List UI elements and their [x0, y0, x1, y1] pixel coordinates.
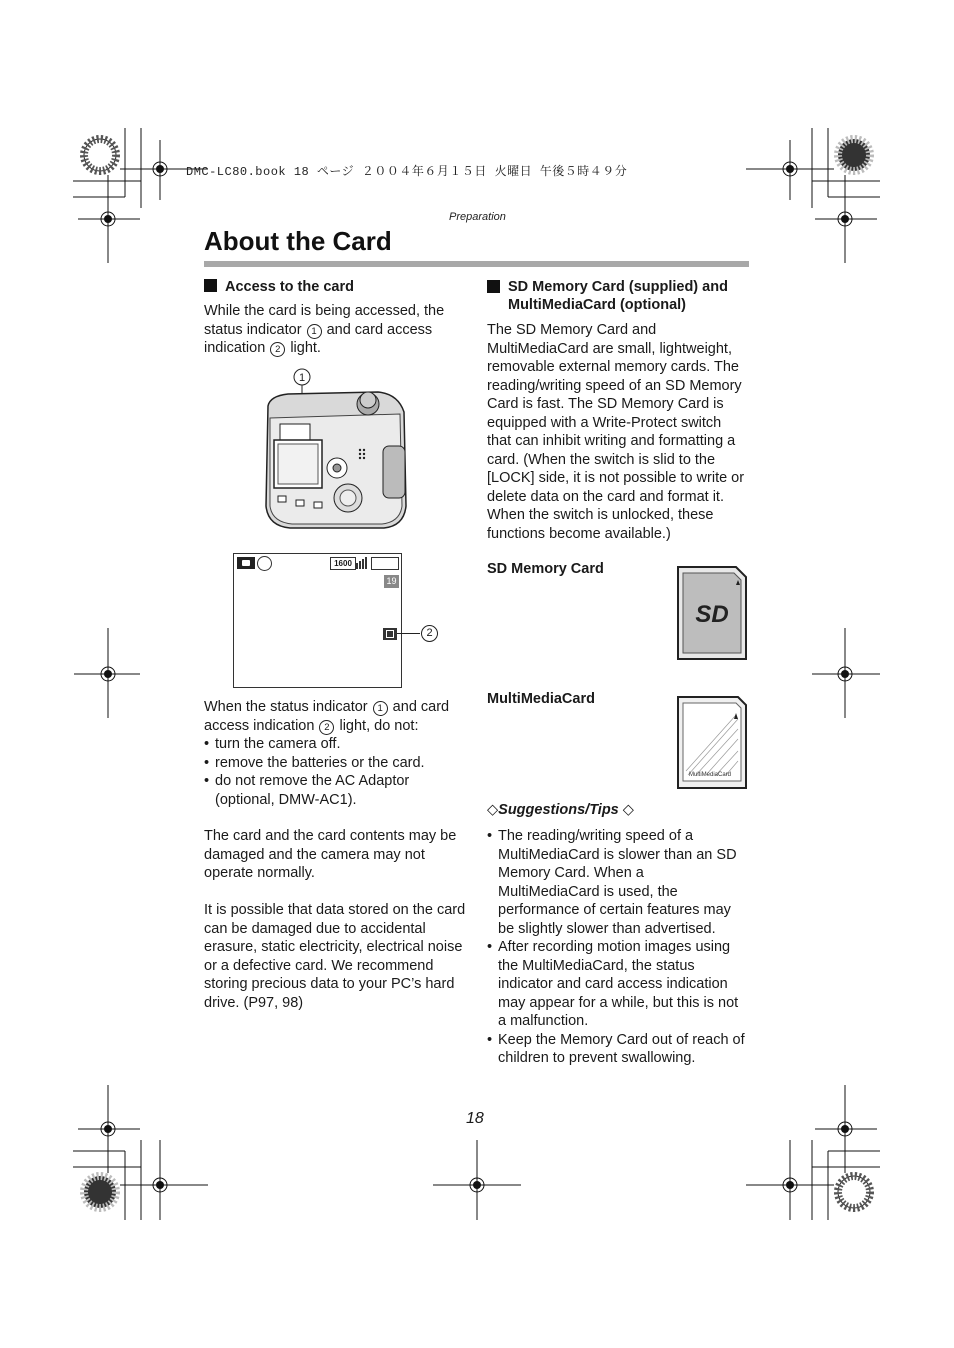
flash-mode-icon — [257, 556, 272, 571]
page-title: About the Card — [204, 226, 392, 256]
mmc-card-image — [676, 695, 748, 790]
battery-icon — [371, 557, 399, 570]
list-item: • Keep the Memory Card out of reach of children to prevent swallowing. — [487, 1031, 749, 1068]
callout-1-icon: 1 — [373, 701, 388, 716]
sd-card-label: SD Memory Card — [487, 561, 604, 577]
callout-1-icon: 1 — [307, 324, 322, 339]
card-access-icon — [383, 628, 397, 640]
callout-2-icon: 2 — [319, 720, 334, 735]
diamond-icon: ◇ — [487, 802, 499, 818]
sd-mmc-heading: SD Memory Card (supplied) and MultiMediaCard (optional) — [487, 278, 749, 314]
list-item: • The reading/writing speed of a MultiMediaCard is slower than an SD Memory Card. When a MultiMediaCard is used, the performance of certain features may be slightly slower than advertised. — [487, 827, 749, 938]
sd-card-image — [676, 565, 748, 661]
page-number: 18 — [466, 1110, 484, 1127]
resolution-indicator: 1600 — [330, 557, 356, 570]
callout-2-icon: 2 — [270, 342, 285, 357]
warning-block — [204, 698, 466, 809]
backup-paragraph: It is possible that data stored on the card can be damaged due to accidental erasure, static electricity, electrical noise or a defective card. We recommend storing precious data to your PC’s hard drive. (P97, 98) — [204, 902, 466, 1011]
tips-list — [487, 827, 749, 1068]
damage-paragraph: The card and the card contents may be damaged and the camera may not operate normally. — [204, 828, 457, 881]
camera-illustration — [258, 366, 414, 534]
access-intro: While the card is being accessed, the status indicator 1 and card access indication 2 light. — [204, 303, 445, 356]
quality-icon — [356, 557, 368, 569]
title-rule — [204, 261, 749, 267]
remaining-pictures: 19 — [384, 575, 399, 588]
section-label: Preparation — [449, 211, 506, 223]
heading-square-icon — [204, 279, 217, 292]
mmc-logo-text: MultiMediaCard — [688, 772, 732, 778]
cards-paragraph: The SD Memory Card and MultiMediaCard are small, lightweight, removable external memory cards. The reading/writing speed of an SD Memory Card is fast. The SD Memory Card is equipped with a Write-Protect switch that can inhibit writing and formatting a card. (When the switch is slid to the [LOCK] side, it is not possible to write or delete data on the card and format it. When the switch is unlocked, these functions become available.) — [487, 322, 745, 542]
camera-callout-1: 1 — [298, 372, 306, 384]
list-item: • After recording motion images using the MultiMediaCard, the status indicator and card access indication may appear for a while, but this is not a malfunction. — [487, 938, 749, 1031]
sd-logo-text: SD — [695, 601, 729, 628]
list-item: • remove the batteries or the card. — [204, 754, 466, 773]
camera-mode-icon — [237, 557, 255, 569]
list-item: • do not remove the AC Adaptor (optional, DMW-AC1). — [204, 772, 466, 809]
heading-square-icon — [487, 280, 500, 293]
list-item: • turn the camera off. — [204, 735, 466, 754]
lcd-screen — [233, 553, 402, 688]
warning-intro: When the status indicator 1 and card access indication 2 light, do not: — [204, 699, 450, 734]
book-header-line: DMC-LC80.book 18 ページ ２００４年６月１５日 火曜日 午後５時４９分 — [186, 165, 628, 179]
lcd-callout-2-icon: 2 — [421, 625, 438, 642]
diamond-icon: ◇ — [622, 802, 634, 818]
warning-list — [204, 735, 466, 809]
mmc-card-label: MultiMediaCard — [487, 691, 595, 707]
callout-2-leader — [397, 633, 420, 634]
tips-heading: ◇Suggestions/Tips ◇ — [487, 802, 634, 818]
access-heading: Access to the card — [204, 278, 466, 296]
